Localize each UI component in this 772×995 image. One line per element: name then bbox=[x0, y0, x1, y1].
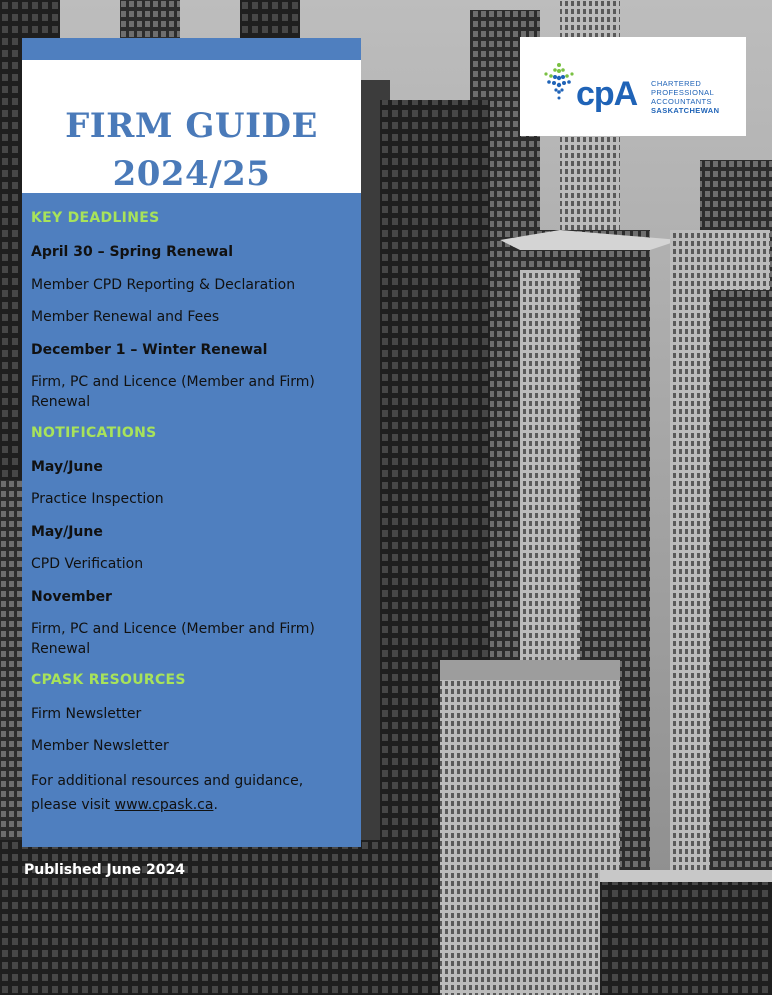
logo-line: ACCOUNTANTS bbox=[651, 97, 712, 106]
key-deadlines-heading: KEY DEADLINES bbox=[31, 210, 160, 226]
cpask-website-link[interactable]: www.cpask.ca bbox=[114, 797, 214, 813]
list-item: May/June bbox=[31, 524, 103, 540]
logo-line: SASKATCHEWAN bbox=[651, 106, 720, 115]
list-item: November bbox=[31, 589, 112, 605]
logo-tagline bbox=[651, 79, 746, 115]
list-item: Member CPD Reporting & Declaration bbox=[31, 277, 296, 293]
logo-line: PROFESSIONAL bbox=[651, 88, 715, 97]
resources-note-text: For additional resources and guidance, please visit bbox=[31, 773, 304, 813]
resources-note-end: . bbox=[213, 797, 218, 813]
maple-leaf-dots-icon bbox=[542, 61, 576, 101]
list-item: Firm, PC and Licence (Member and Firm) Renewal bbox=[31, 374, 315, 410]
list-item: April 30 – Spring Renewal bbox=[31, 244, 234, 260]
cpask-resources-heading: CPASK RESOURCES bbox=[31, 672, 186, 688]
list-item: Member Newsletter bbox=[31, 738, 169, 754]
notifications-heading: NOTIFICATIONS bbox=[31, 425, 157, 441]
resources-note bbox=[31, 769, 351, 817]
key-info-panel bbox=[22, 38, 361, 847]
guide-title: FIRM GUIDE bbox=[65, 106, 318, 146]
published-date: Published June 2024 bbox=[24, 862, 186, 878]
title-box bbox=[22, 60, 361, 193]
guide-year: 2024/25 bbox=[112, 154, 271, 194]
list-item: Firm, PC and Licence (Member and Firm) Renewal bbox=[31, 621, 315, 657]
list-item: Firm Newsletter bbox=[31, 706, 142, 722]
list-item: Member Renewal and Fees bbox=[31, 309, 220, 325]
list-item: May/June bbox=[31, 459, 103, 475]
list-item: Practice Inspection bbox=[31, 491, 164, 507]
list-item: December 1 – Winter Renewal bbox=[31, 342, 268, 358]
cpa-saskatchewan-logo bbox=[520, 37, 746, 136]
list-item: CPD Verification bbox=[31, 556, 144, 572]
logo-wordmark: cpA bbox=[576, 75, 638, 113]
logo-line: CHARTERED bbox=[651, 79, 702, 88]
